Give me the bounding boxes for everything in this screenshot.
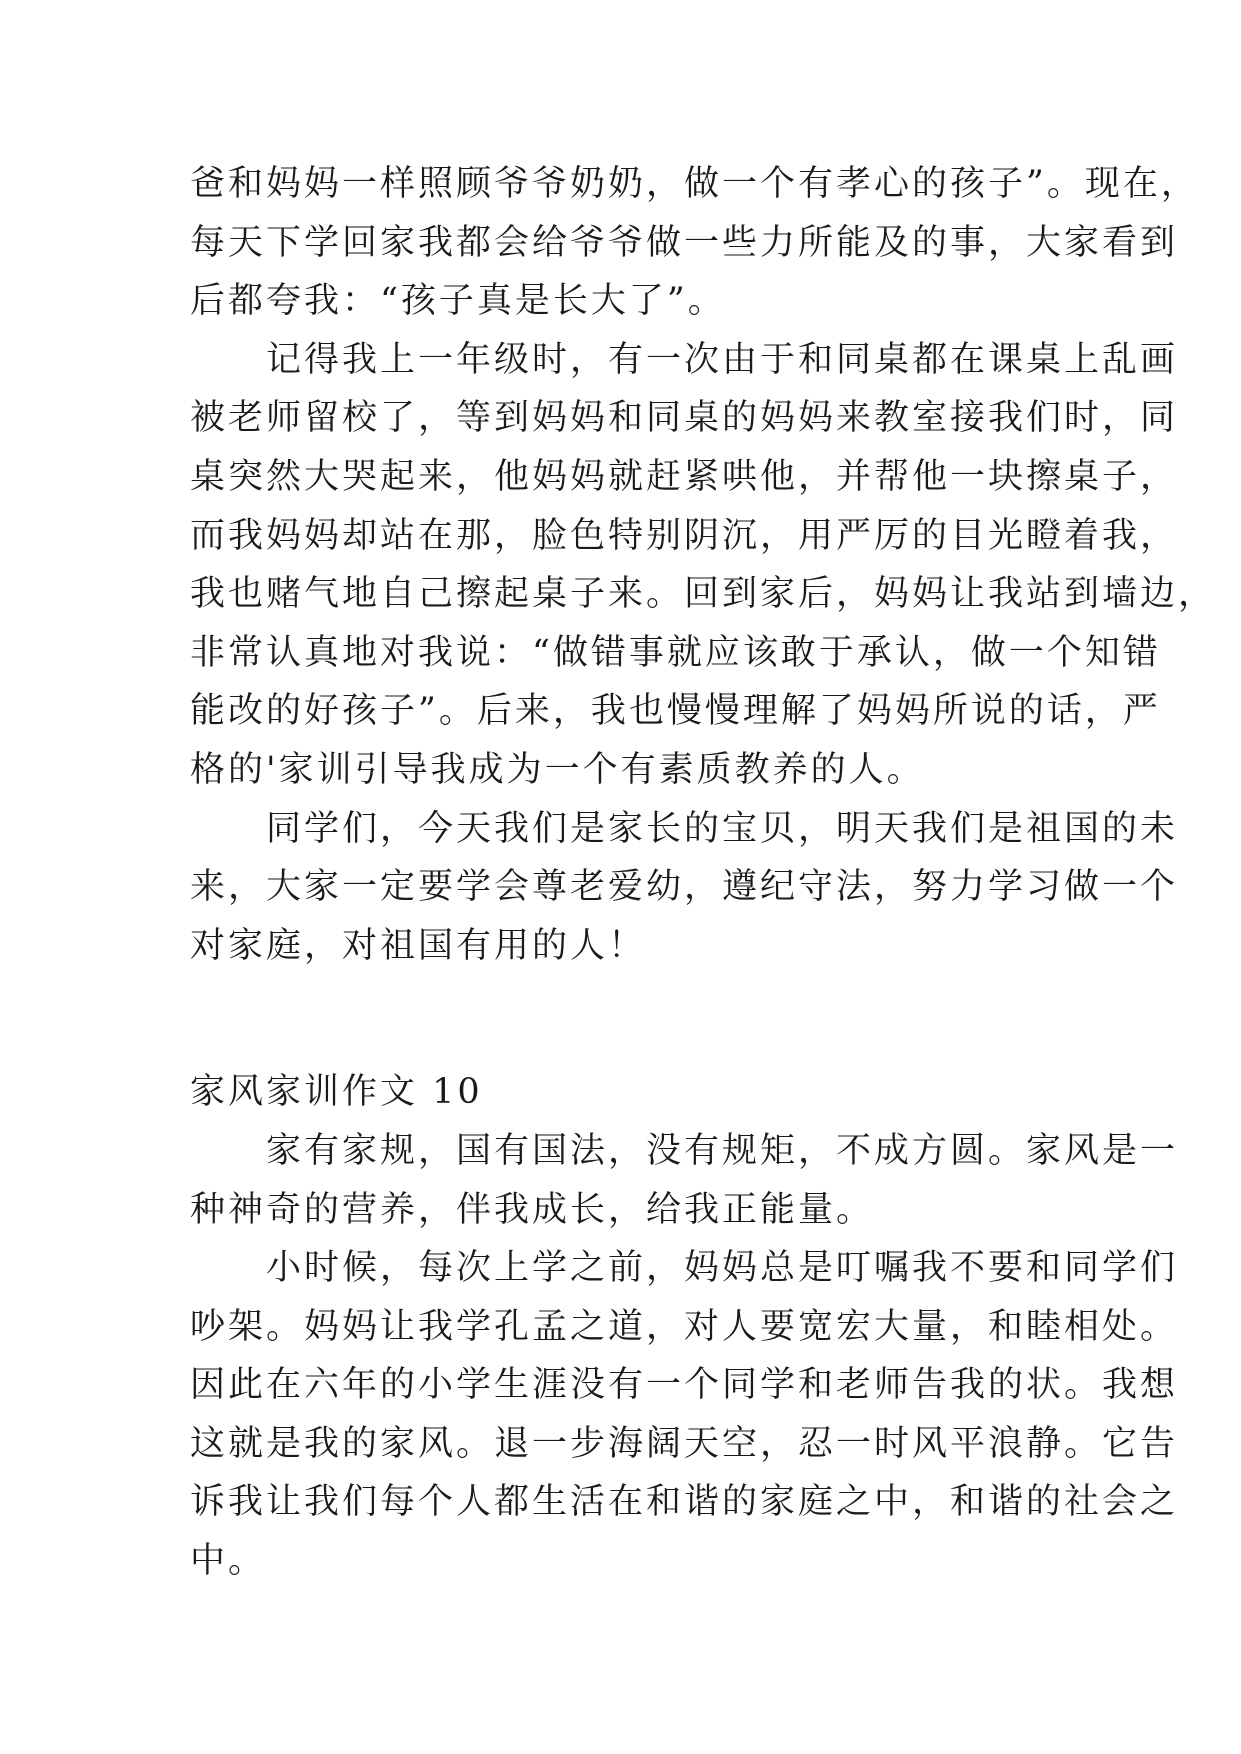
paragraph-intro bbox=[190, 1122, 1179, 1239]
text-line: 爸和妈妈一样照顾爷爷奶奶，做一个有孝心的孩子”。现在， bbox=[190, 164, 1199, 204]
text-line: 非常认真地对我说：“做错事就应该敢于承认，做一个知错 bbox=[190, 632, 1161, 673]
text-line: 格的'家训引导我成为一个有素质教养的人。 bbox=[190, 749, 925, 790]
text-line: 来，大家一定要学会尊老爱幼，遵纪守法，努力学习做一个 bbox=[190, 867, 1179, 908]
text-line: 家有家规，国有国法，没有规矩，不成方圆。家风是一 bbox=[266, 1130, 1179, 1171]
text-line: 记得我上一年级时，有一次由于和同桌都在课桌上乱画 bbox=[266, 339, 1179, 380]
text-line: 因此在六年的小学生涯没有一个同学和老师告我的状。我想 bbox=[190, 1365, 1179, 1406]
text-line: 同学们，今天我们是家长的宝贝，明天我们是祖国的未 bbox=[266, 808, 1179, 849]
text-line: 桌突然大哭起来，他妈妈就赶紧哄他，并帮他一块擦桌子， bbox=[190, 456, 1179, 497]
text-line: 能改的好孩子”。后来，我也慢慢理解了妈妈所说的话，严 bbox=[190, 691, 1161, 732]
paragraph-memory bbox=[190, 331, 1217, 800]
text-line: 小时候，每次上学之前，妈妈总是叮嘱我不要和同学们 bbox=[266, 1248, 1179, 1289]
text-line: 这就是我的家风。退一步海阔天空，忍一时风平浪静。它告 bbox=[190, 1423, 1179, 1464]
document-body bbox=[190, 155, 1217, 1591]
paragraph-childhood bbox=[190, 1239, 1179, 1591]
text-line: 被老师留校了，等到妈妈和同桌的妈妈来教室接我们时，同 bbox=[190, 398, 1179, 439]
paragraph-continued bbox=[190, 155, 1199, 331]
text-line: 对家庭，对祖国有用的人！ bbox=[190, 925, 647, 966]
section-gap bbox=[190, 975, 1070, 1063]
text-line: 每天下学回家我都会给爷爷做一些力所能及的事，大家看到 bbox=[190, 222, 1179, 263]
section-title: 家风家训作文 10 bbox=[190, 1072, 483, 1113]
text-line: 吵架。妈妈让我学孔孟之道，对人要宽宏大量，和睦相处。 bbox=[190, 1306, 1179, 1347]
paragraph-closing bbox=[190, 800, 1179, 976]
text-line: 我也赌气地自己擦起桌子来。回到家后，妈妈让我站到墙边， bbox=[190, 574, 1217, 615]
text-line: 种神奇的营养，伴我成长，给我正能量。 bbox=[190, 1189, 875, 1230]
text-line: 而我妈妈却站在那，脸色特别阴沉，用严厉的目光瞪着我， bbox=[190, 515, 1179, 556]
text-line: 后都夸我：“孩子真是长大了”。 bbox=[190, 281, 726, 322]
text-line: 中。 bbox=[190, 1541, 267, 1582]
text-line: 诉我让我们每个人都生活在和谐的家庭之中，和谐的社会之 bbox=[190, 1482, 1179, 1523]
